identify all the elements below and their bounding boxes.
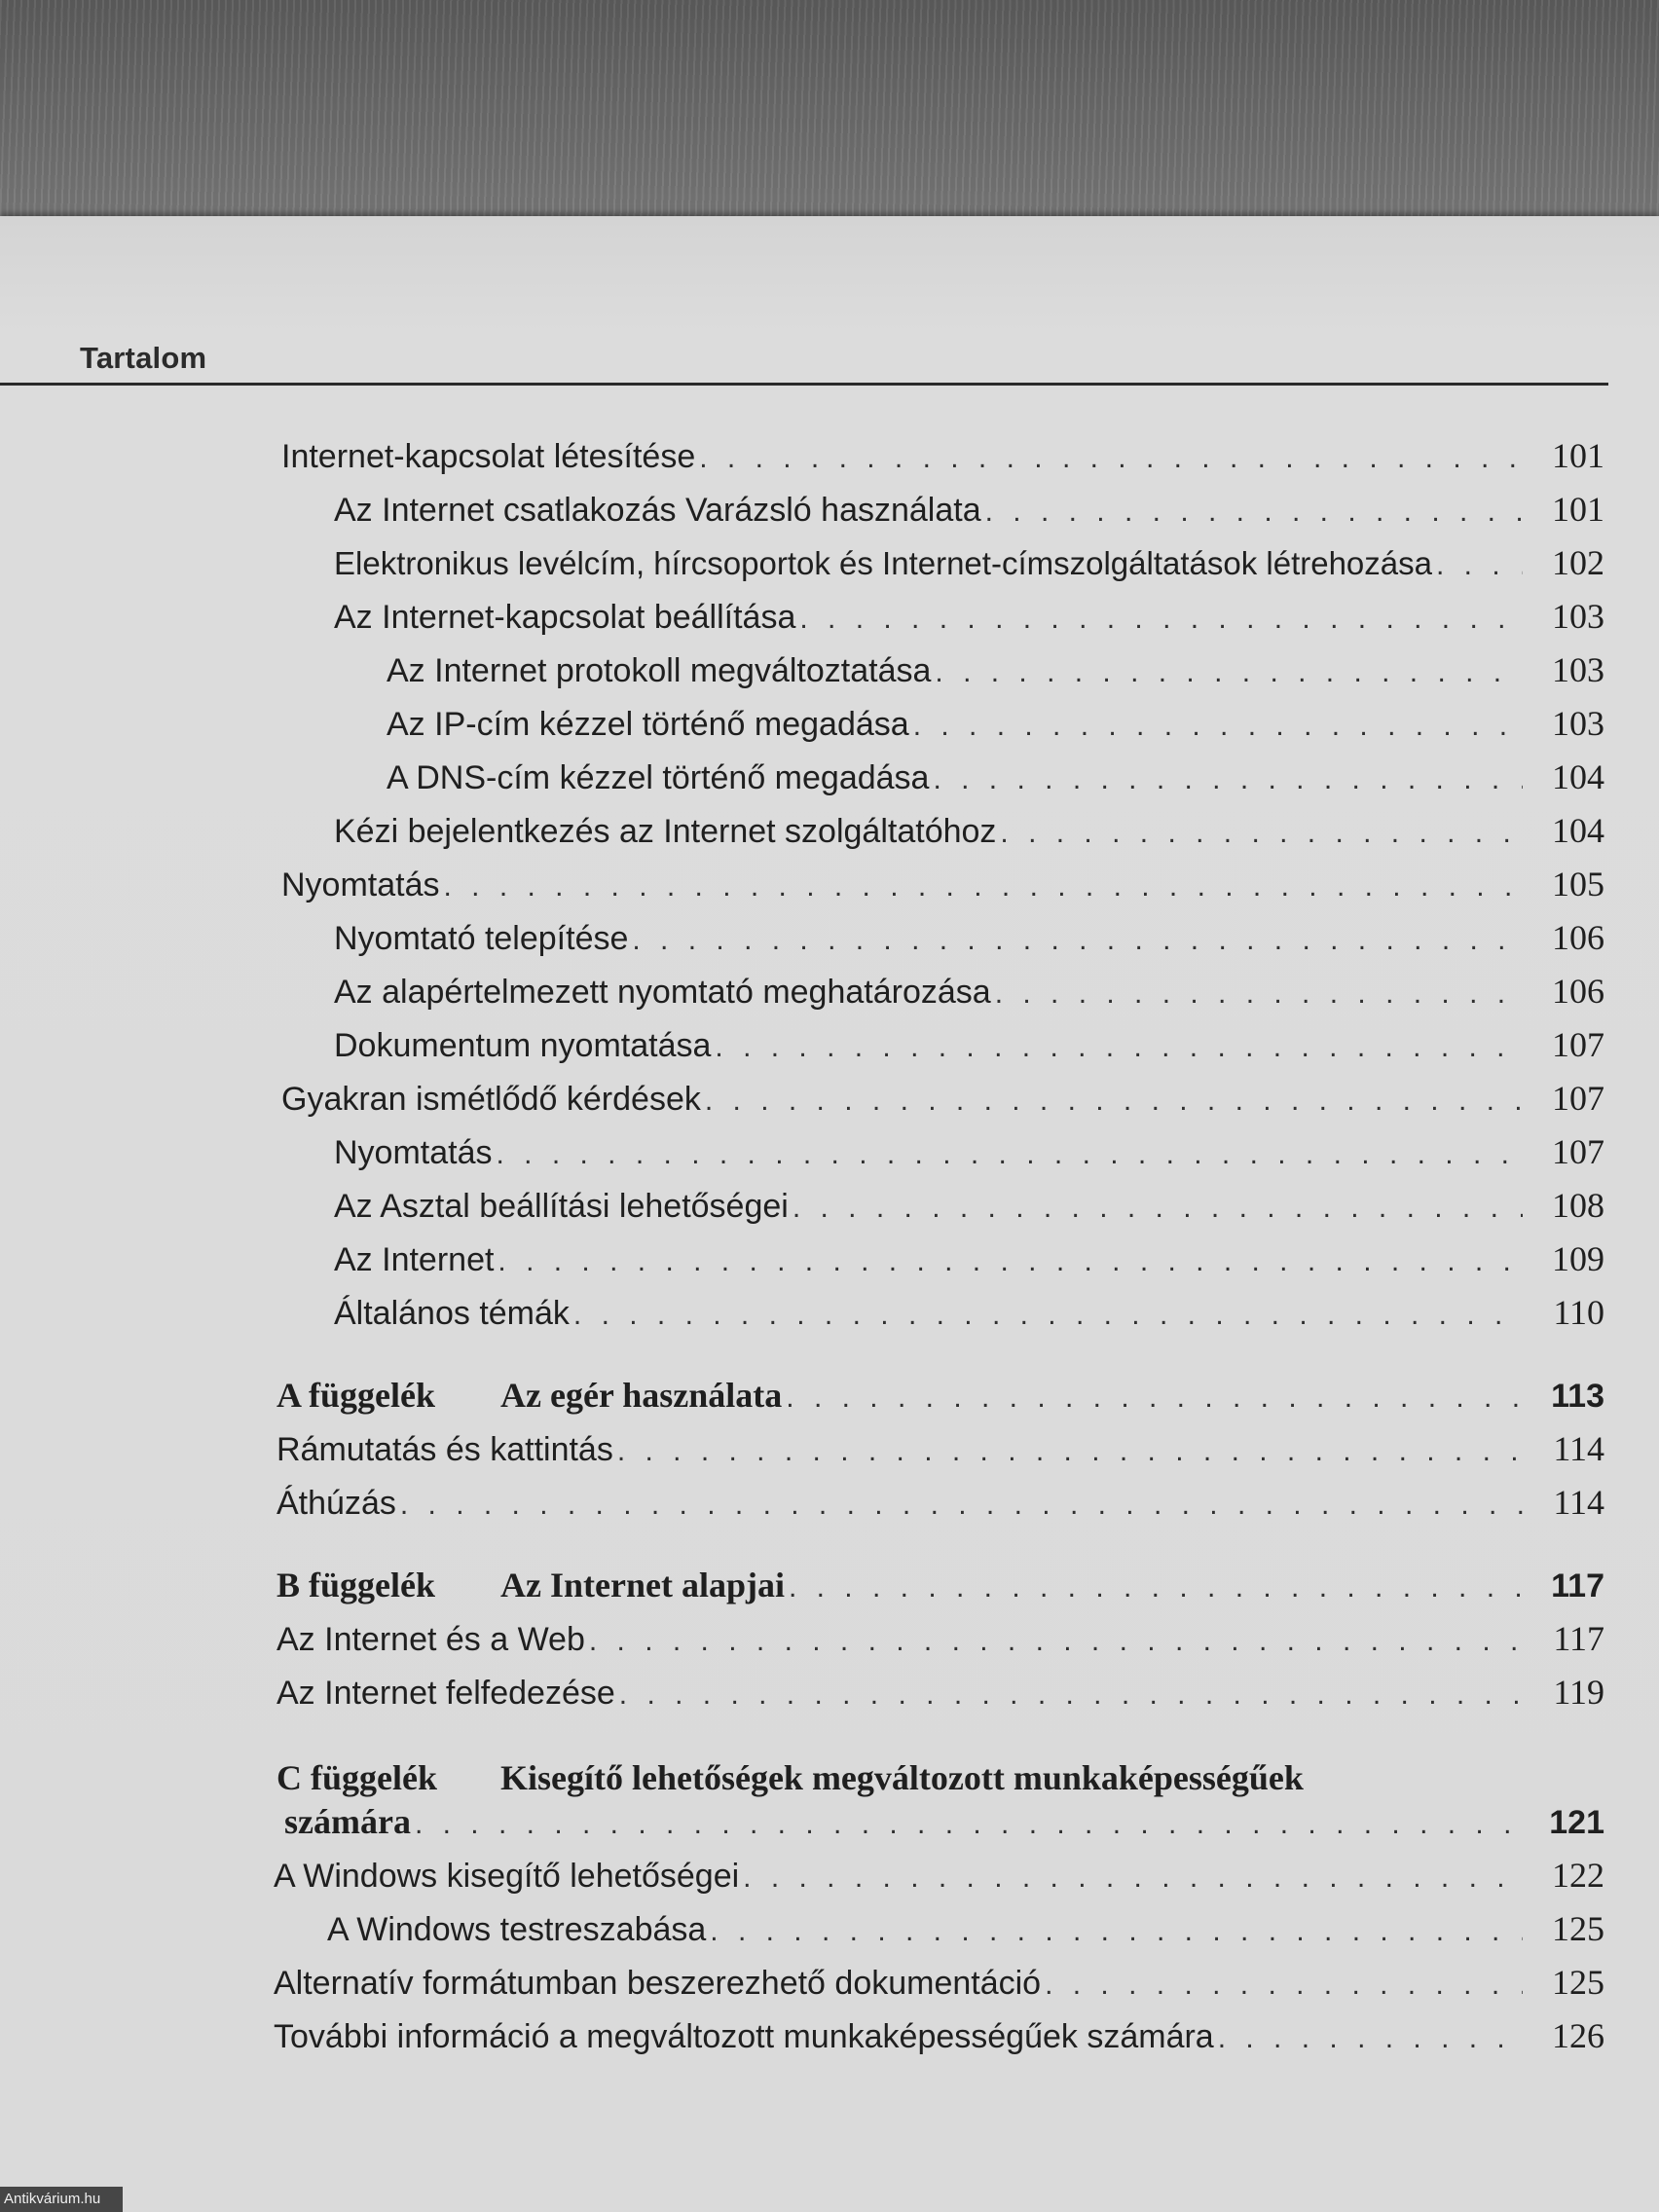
appendix-label: C függelék <box>276 1758 437 1797</box>
toc-entry[interactable] <box>0 1672 1659 1724</box>
dot-leader <box>1436 549 1523 582</box>
toc-page-number: 105 <box>1552 865 1604 903</box>
toc-entry-title: Az Internet-kapcsolat beállítása <box>334 599 796 636</box>
header-rule <box>0 383 1608 386</box>
toc-entry[interactable] <box>0 1131 1659 1184</box>
dot-leader <box>933 763 1523 796</box>
toc-entry[interactable] <box>0 1482 1659 1534</box>
toc-page-number: 104 <box>1552 811 1604 850</box>
toc-page-number: 125 <box>1552 1963 1604 2002</box>
dot-leader <box>498 1245 1523 1278</box>
toc-page-number: 101 <box>1552 436 1604 475</box>
dot-leader <box>715 1031 1523 1064</box>
toc-entry-title: További információ a megváltozott munkaképességűek számára <box>274 2018 1214 2055</box>
toc-entry-title: Nyomtató telepítése <box>334 920 629 957</box>
toc-entry[interactable] <box>0 971 1659 1023</box>
dot-leader <box>589 1625 1523 1658</box>
toc-entry[interactable] <box>0 542 1659 595</box>
toc-entry-title: Dokumentum nyomtatása <box>334 1027 712 1064</box>
toc-page-number: 103 <box>1552 597 1604 636</box>
appendix-label: A függelék <box>276 1376 436 1415</box>
toc-entry-title: Nyomtatás <box>281 866 440 903</box>
toc-entry-title: Az Internet felfedezése <box>276 1675 615 1712</box>
toc-page-number: 110 <box>1553 1293 1604 1332</box>
dot-leader <box>415 1808 1523 1841</box>
toc-entry[interactable] <box>0 810 1659 863</box>
toc-entry[interactable] <box>0 1292 1659 1345</box>
toc-page-number: 109 <box>1552 1239 1604 1278</box>
toc-entry[interactable] <box>0 917 1659 970</box>
toc-page-number: 117 <box>1553 1619 1604 1658</box>
toc-entry[interactable] <box>0 1855 1659 1907</box>
toc-entry-title: Alternatív formátumban beszerezhető dokumentáció <box>274 1965 1042 2002</box>
dot-leader <box>710 1915 1523 1948</box>
toc-page-number: 107 <box>1552 1132 1604 1171</box>
appendix-title: Az egér használata <box>500 1376 783 1415</box>
toc-page-number: 101 <box>1552 490 1604 529</box>
toc-entry[interactable] <box>0 864 1659 916</box>
dot-leader <box>913 710 1523 743</box>
toc-page-number: 108 <box>1552 1186 1604 1225</box>
dot-leader <box>995 977 1523 1011</box>
toc-page-number: 117 <box>1551 1567 1604 1604</box>
toc-entry[interactable] <box>0 596 1659 648</box>
toc-entry[interactable] <box>0 703 1659 756</box>
dot-leader <box>935 656 1523 689</box>
toc-entry[interactable] <box>0 1078 1659 1130</box>
appendix-c-heading[interactable] <box>276 1757 1304 1798</box>
toc-entry[interactable] <box>0 1185 1659 1237</box>
toc-page-number: 119 <box>1553 1673 1604 1712</box>
dot-leader <box>1218 2022 1523 2055</box>
toc-entry[interactable] <box>0 756 1659 809</box>
toc-page-number: 126 <box>1552 2016 1604 2055</box>
dot-leader <box>573 1299 1523 1332</box>
toc-entry-title: Az Internet protokoll megváltoztatása <box>387 652 932 689</box>
dot-leader <box>743 1862 1523 1895</box>
site-watermark: Antikvárium.hu <box>0 2187 123 2212</box>
toc-entry-title: Kézi bejelentkezés az Internet szolgáltatóhoz <box>334 813 997 850</box>
appendix-title: Az Internet alapjai <box>500 1566 785 1604</box>
toc-entry-title: Az Internet és a Web <box>276 1621 585 1658</box>
toc-entry-title: Az IP-cím kézzel történő megadása <box>387 706 909 743</box>
dot-leader <box>985 496 1523 529</box>
appendix-a-heading[interactable] <box>0 1375 1659 1427</box>
toc-entry-title: A Windows testreszabása <box>327 1911 707 1948</box>
toc-page-number: 107 <box>1552 1025 1604 1064</box>
toc-entry[interactable] <box>0 1428 1659 1481</box>
appendix-title-continued: számára <box>284 1802 411 1841</box>
toc-entry[interactable] <box>0 649 1659 702</box>
toc-page-number: 106 <box>1552 972 1604 1011</box>
dot-leader <box>789 1571 1523 1604</box>
toc-page-number: 121 <box>1549 1804 1604 1841</box>
toc-entry-title: Az Asztal beállítási lehetőségei <box>334 1188 789 1225</box>
toc-entry[interactable] <box>0 1024 1659 1077</box>
dot-leader <box>699 442 1523 475</box>
dot-leader <box>497 1138 1524 1171</box>
dot-leader <box>1045 1969 1523 2002</box>
toc-entry-title: Az Internet <box>334 1241 495 1278</box>
running-head: Tartalom <box>80 341 207 375</box>
toc-entry[interactable] <box>0 1618 1659 1671</box>
toc-entry[interactable] <box>0 435 1659 488</box>
toc-page-number: 107 <box>1552 1079 1604 1118</box>
toc-page-number: 103 <box>1552 704 1604 743</box>
dot-leader <box>617 1435 1523 1468</box>
toc-entry-title: Nyomtatás <box>334 1134 493 1171</box>
toc-entry[interactable] <box>0 1238 1659 1291</box>
dot-leader <box>619 1678 1523 1712</box>
appendix-b-heading[interactable] <box>0 1565 1659 1617</box>
toc-entry[interactable] <box>0 489 1659 541</box>
toc-entry-title: Áthúzás <box>276 1485 396 1522</box>
appendix-title: Kisegítő lehetőségek megváltozott munkaképességűek <box>500 1758 1304 1797</box>
dot-leader <box>705 1085 1523 1118</box>
toc-page-number: 102 <box>1552 543 1604 582</box>
toc-entry-title: Gyakran ismétlődő kérdések <box>281 1081 701 1118</box>
background-surface <box>0 0 1659 229</box>
dot-leader <box>444 870 1524 903</box>
toc-page-number: 125 <box>1552 1909 1604 1948</box>
dot-leader <box>786 1382 1523 1415</box>
toc-page-number: 122 <box>1552 1856 1604 1895</box>
toc-page-number: 104 <box>1552 757 1604 796</box>
toc-page-number: 114 <box>1553 1429 1604 1468</box>
toc-entry-title: Az Internet csatlakozás Varázsló használata <box>334 492 981 529</box>
toc-entry-title: Internet-kapcsolat létesítése <box>281 438 696 475</box>
dot-leader <box>400 1489 1523 1522</box>
toc-entry[interactable] <box>0 2015 1659 2068</box>
book-page <box>0 216 1659 2212</box>
dot-leader <box>793 1192 1523 1225</box>
toc-entry-title: Elektronikus levélcím, hírcsoportok és Internet-címszolgáltatások létrehozása <box>334 545 1432 581</box>
appendix-c-heading-continued[interactable] <box>0 1801 1659 1854</box>
toc-entry-title: A Windows kisegítő lehetőségei <box>274 1858 740 1895</box>
toc-entry-title: Rámutatás és kattintás <box>276 1431 613 1468</box>
toc-entry-title: A DNS-cím kézzel történő megadása <box>387 759 930 796</box>
dot-leader <box>1000 817 1523 850</box>
toc-entry[interactable] <box>0 1962 1659 2014</box>
dot-leader <box>632 924 1523 957</box>
toc-entry-title: Az alapértelmezett nyomtató meghatározása <box>334 974 991 1011</box>
toc-page-number: 113 <box>1551 1378 1604 1415</box>
toc-entry[interactable] <box>0 1908 1659 1961</box>
appendix-label: B függelék <box>276 1566 436 1604</box>
toc-entry-title: Általános témák <box>334 1295 570 1332</box>
toc-page-number: 106 <box>1552 918 1604 957</box>
dot-leader <box>799 603 1523 636</box>
toc-page-number: 114 <box>1553 1483 1604 1522</box>
toc-page-number: 103 <box>1552 650 1604 689</box>
